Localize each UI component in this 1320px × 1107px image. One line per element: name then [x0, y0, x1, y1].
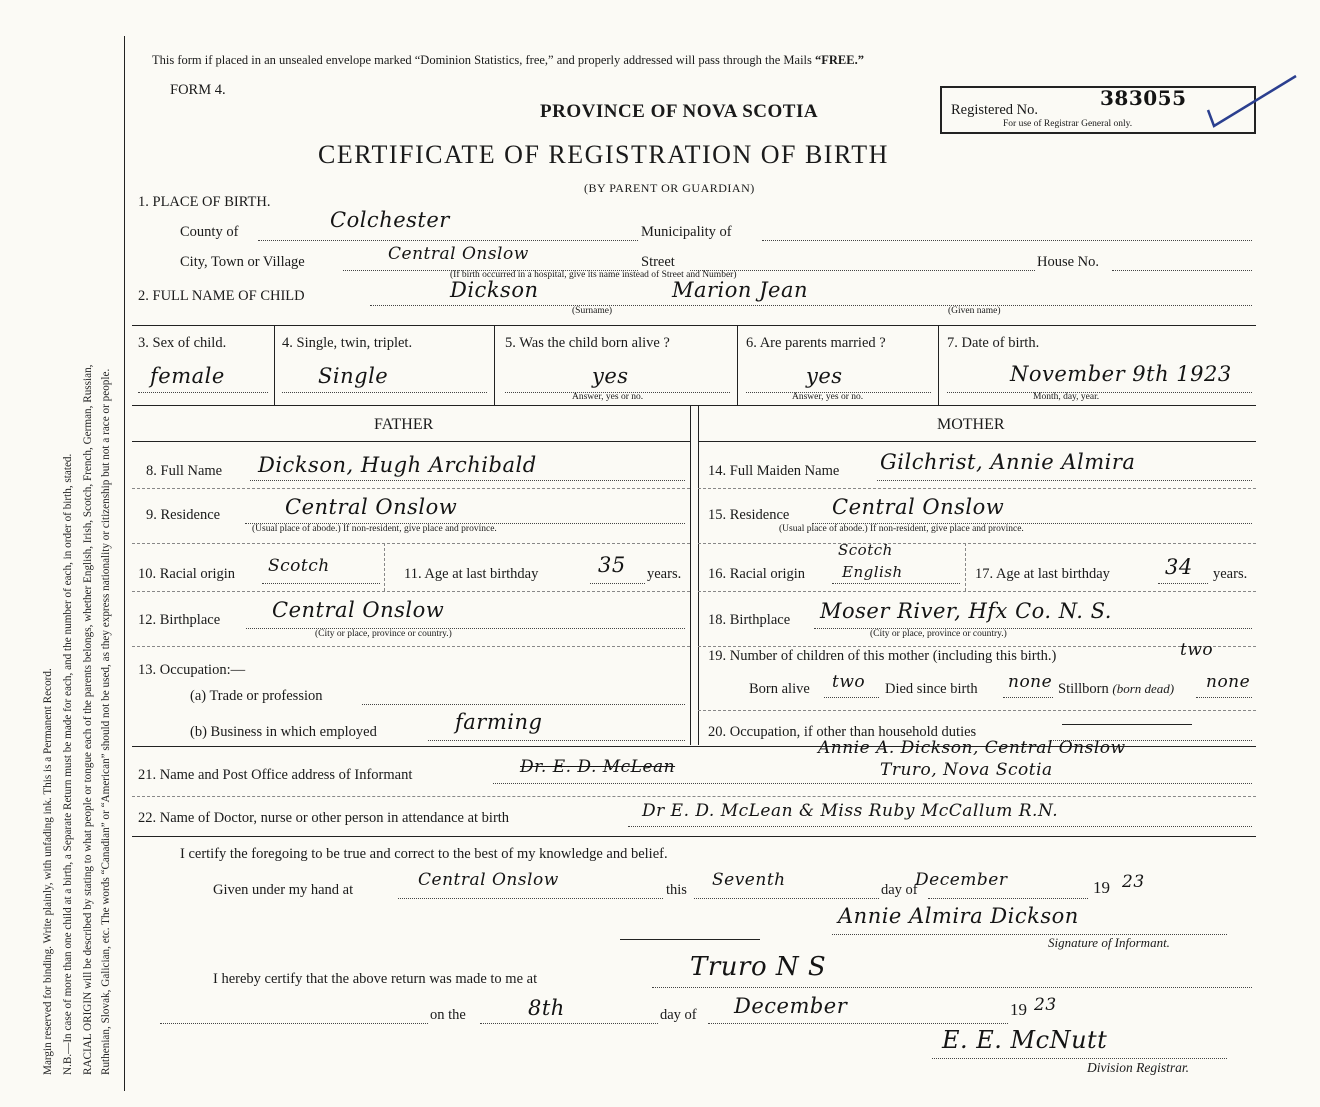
street-label: Street: [641, 254, 675, 270]
given-name-note: (Given name): [948, 306, 1001, 316]
father-racial-label: 10. Racial origin: [138, 566, 236, 582]
informant-value-line1: Annie A. Dickson, Central Onslow: [818, 738, 1126, 758]
born-alive-count-value: two: [832, 672, 866, 692]
plurality-value: Single: [318, 364, 389, 388]
stillborn-label: Stillborn (born dead): [1058, 681, 1175, 697]
occupation-label: 13. Occupation:—: [138, 662, 246, 678]
parents-married-note: Answer, yes or no.: [792, 392, 864, 402]
father-residence-note: (Usual place of abode.) If non-resident, give place and province.: [252, 524, 497, 534]
registrar-year-prefix: 19: [1010, 1000, 1027, 1019]
father-name-label: 8. Full Name: [146, 463, 223, 479]
business-label: (b) Business in which employed: [190, 724, 377, 740]
certification-month-value: December: [915, 870, 1008, 890]
certification-year-prefix: 19: [1093, 878, 1110, 897]
informant-value-line2: Truro, Nova Scotia: [880, 760, 1053, 780]
margin-racial-origin-note-2: Ruthenian, Slovak, Galician, etc. The words “Canadian” or “American” should not be used, as they express nationality or citizenship but not a race or people.: [100, 368, 112, 1075]
dob-note: Month, day, year.: [1033, 392, 1100, 402]
city-value: Central Onslow: [388, 244, 529, 264]
child-surname-value: Dickson: [450, 278, 539, 302]
province-heading: PROVINCE OF NOVA SCOTIA: [540, 101, 819, 122]
mother-racial-label: 16. Racial origin: [708, 566, 806, 582]
doctor-label: 22. Name of Doctor, nurse or other person in attendance at birth: [138, 810, 510, 826]
mother-birthplace-label: 18. Birthplace: [708, 612, 791, 628]
hospital-note: (If birth occurred in a hospital, give its name instead of Street and Number): [450, 270, 737, 280]
registrar-month-value: December: [734, 994, 848, 1018]
county-value: Colchester: [330, 208, 450, 232]
business-value: farming: [455, 710, 543, 734]
registrar-statement: I hereby certify that the above return was made to me at: [213, 971, 538, 987]
informant-struck-value: Dr. E. D. McLean: [520, 757, 676, 777]
given-place-value: Central Onslow: [418, 870, 559, 890]
trade-label: (a) Trade or profession: [190, 688, 323, 704]
mother-racial-value-2: English: [842, 563, 903, 581]
postal-notice: This form if placed in an unsealed envelope marked “Dominion Statistics, free,” and properly addressed will pass through the Mails “FREE.”: [152, 53, 864, 67]
certification-day-value: Seventh: [712, 870, 786, 890]
father-racial-value: Scotch: [268, 556, 330, 576]
mother-racial-value-1: Scotch: [838, 541, 893, 559]
certification-year-value: 23: [1122, 872, 1145, 892]
house-label: House No.: [1037, 254, 1100, 270]
registered-note: For use of Registrar General only.: [1003, 119, 1133, 129]
informant-label: 21. Name and Post Office address of Informant: [138, 767, 413, 783]
mother-age-label: 17. Age at last birthday: [975, 566, 1110, 582]
father-birthplace-note: (City or place, province or country.): [315, 629, 452, 639]
registered-number: 383055: [1100, 86, 1187, 110]
father-birthplace-value: Central Onslow: [272, 598, 445, 622]
this-label: this: [666, 882, 687, 898]
registrar-year-value: 23: [1034, 995, 1057, 1015]
margin-racial-origin-note: RACIAL ORIGIN will be described by stating to what people or tongue each of the parents belongs, whether English, Irish, Scotch, French, German, Russian,: [82, 364, 94, 1075]
sex-label: 3. Sex of child.: [138, 335, 227, 351]
mother-age-value: 34: [1165, 555, 1193, 579]
father-age-label: 11. Age at last birthday: [404, 566, 539, 582]
registrar-place-value: Truro N S: [690, 952, 827, 982]
mother-name-label: 14. Full Maiden Name: [708, 463, 840, 479]
child-given-value: Marion Jean: [672, 278, 809, 302]
stillborn-value: none: [1206, 672, 1251, 692]
certification-day-of-label: day of: [881, 882, 918, 898]
form-number: FORM 4.: [170, 82, 226, 98]
registrar-label: Division Registrar.: [1087, 1060, 1190, 1075]
registered-label: Registered No.: [951, 102, 1038, 118]
child-name-label: 2. FULL NAME OF CHILD: [138, 288, 305, 304]
children-count-label: 19. Number of children of this mother (including this birth.): [708, 648, 1057, 664]
margin-rule: [124, 36, 125, 1091]
on-the-label: on the: [430, 1007, 466, 1023]
children-count-value: two: [1180, 640, 1214, 660]
mother-residence-label: 15. Residence: [708, 507, 790, 523]
surname-note: (Surname): [572, 306, 613, 316]
mother-birthplace-value: Moser River, Hfx Co. N. S.: [820, 599, 1112, 623]
mother-residence-value: Central Onslow: [832, 495, 1005, 519]
plurality-label: 4. Single, twin, triplet.: [282, 335, 413, 351]
mother-birthplace-note: (City or place, province or country.): [870, 629, 1007, 639]
doctor-value: Dr E. D. McLean & Miss Ruby McCallum R.N.: [642, 801, 1059, 821]
born-alive-note: Answer, yes or no.: [572, 392, 644, 402]
given-label: Given under my hand at: [213, 882, 354, 898]
certification-statement: I certify the foregoing to be true and correct to the best of my knowledge and belief.: [180, 846, 668, 862]
mother-occupation-label: 20. Occupation, if other than household duties: [708, 724, 977, 740]
dob-label: 7. Date of birth.: [947, 335, 1040, 351]
father-heading: FATHER: [374, 416, 434, 433]
born-alive-value: yes: [592, 364, 629, 388]
document-subtitle: (BY PARENT OR GUARDIAN): [584, 181, 755, 195]
mother-heading: MOTHER: [937, 416, 1005, 433]
father-name-value: Dickson, Hugh Archibald: [258, 453, 537, 477]
margin-multiple-birth-note: N.B.—In case of more than one child at a birth, a Separate Return must be made for each, and the number of each, in order of birth, stated.: [62, 453, 74, 1075]
informant-signature-value: Annie Almira Dickson: [838, 904, 1079, 928]
check-mark-icon: [1200, 70, 1300, 130]
father-age-unit: years.: [647, 566, 682, 582]
died-label: Died since birth: [885, 681, 978, 697]
father-birthplace-label: 12. Birthplace: [138, 612, 221, 628]
registrar-day-of-label: day of: [660, 1007, 697, 1023]
mother-residence-note: (Usual place of abode.) If non-resident, give place and province.: [779, 524, 1024, 534]
margin-binding-note: Margin reserved for binding. Write plainly, with unfading ink. This is a Permanent Record.: [42, 668, 54, 1075]
registrar-signature: E. E. McNutt: [942, 1026, 1108, 1054]
died-value: none: [1008, 672, 1053, 692]
father-residence-label: 9. Residence: [146, 507, 221, 523]
parents-married-label: 6. Are parents married ?: [746, 335, 886, 351]
father-age-value: 35: [598, 553, 626, 577]
born-alive-label: 5. Was the child born alive ?: [505, 335, 670, 351]
mother-age-unit: years.: [1213, 566, 1248, 582]
document-title: CERTIFICATE OF REGISTRATION OF BIRTH: [318, 140, 889, 169]
born-alive-count-label: Born alive: [749, 681, 810, 697]
parents-married-value: yes: [806, 364, 843, 388]
sex-value: female: [150, 364, 225, 388]
father-residence-value: Central Onslow: [285, 495, 458, 519]
informant-signature-label: Signature of Informant.: [1048, 935, 1170, 950]
registrar-day-value: 8th: [528, 996, 565, 1020]
place-heading: 1. PLACE OF BIRTH.: [138, 194, 271, 210]
city-label: City, Town or Village: [180, 254, 305, 270]
dob-value: November 9th 1923: [1010, 362, 1232, 386]
municipality-label: Municipality of: [641, 224, 732, 240]
county-label: County of: [180, 224, 239, 240]
mother-name-value: Gilchrist, Annie Almira: [880, 450, 1136, 474]
